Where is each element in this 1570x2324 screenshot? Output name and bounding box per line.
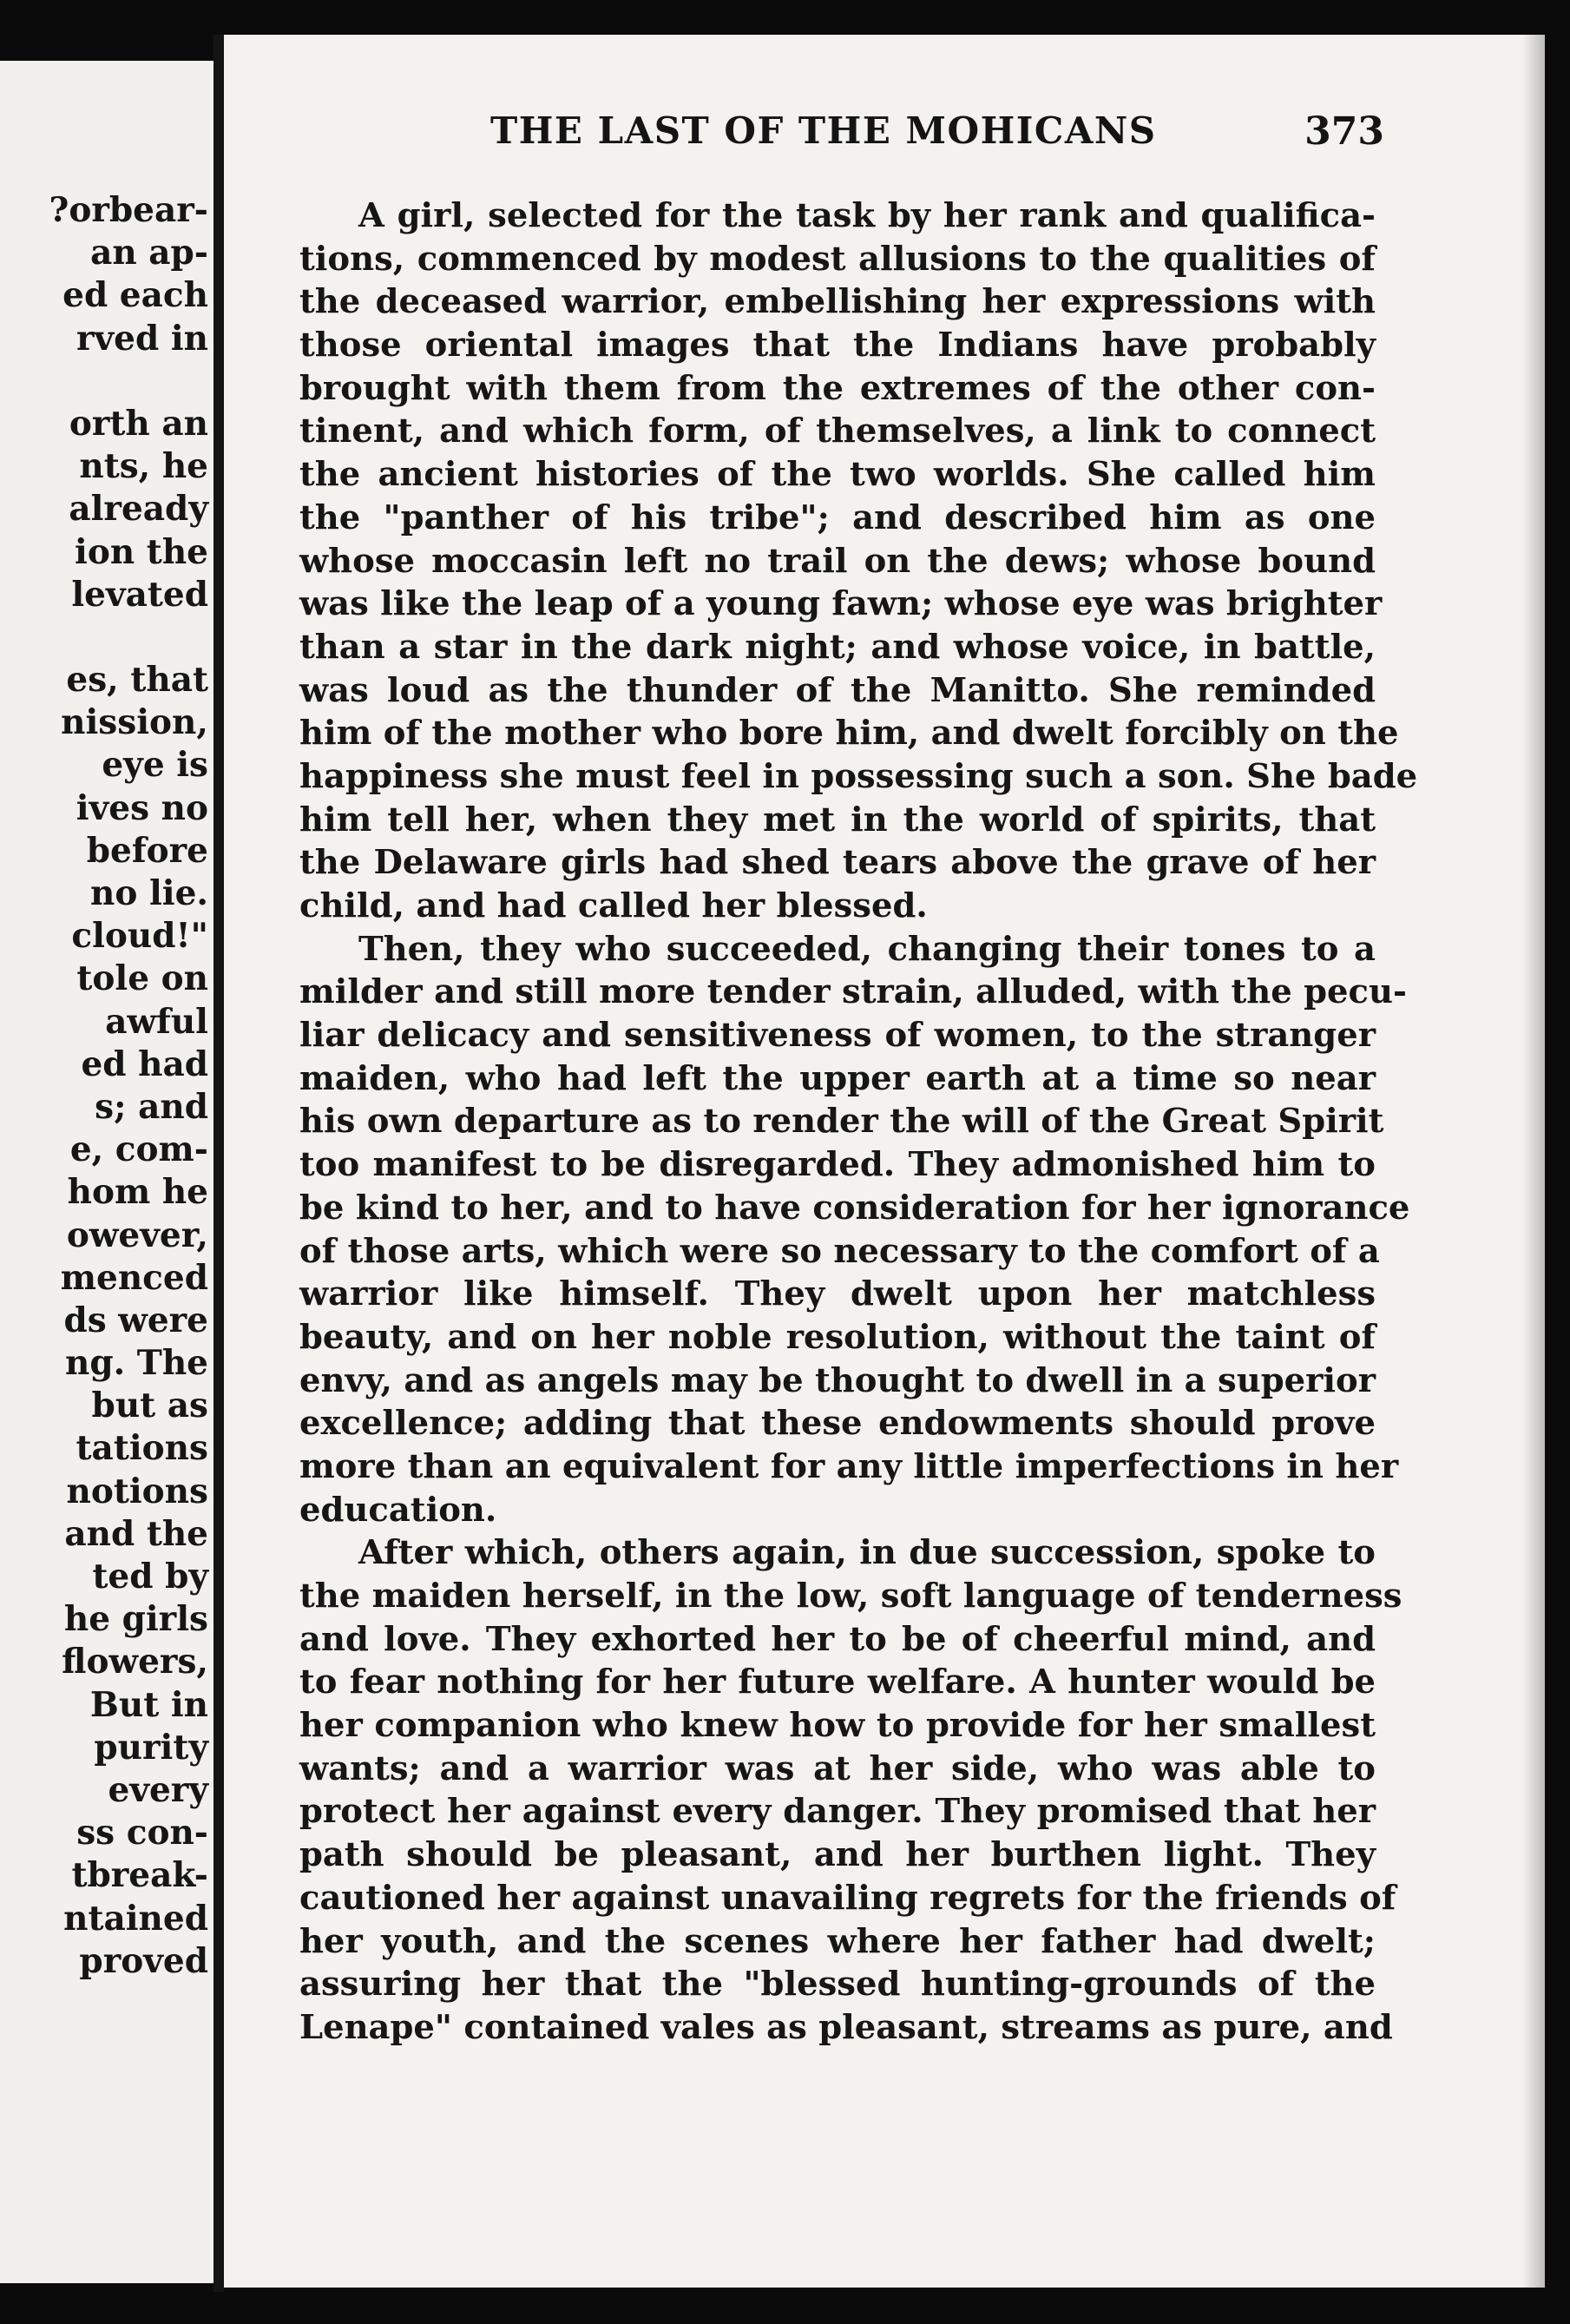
- text-line: be kind to her, and to have consideration for her ignorance: [299, 1188, 1410, 1228]
- left-page-line: every: [108, 1769, 208, 1810]
- page-gutter: [213, 35, 224, 2292]
- paragraph: [299, 194, 1418, 928]
- left-page-line: nts, he: [79, 446, 208, 487]
- left-page-line: flowers,: [62, 1642, 208, 1682]
- text-line: child, and had called her blessed.: [299, 886, 928, 925]
- text-line: his own departure as to render the will of the Great Spirit: [299, 1102, 1384, 1142]
- text-line: the deceased warrior, embellishing her expressions with: [299, 282, 1376, 322]
- page-number: 373: [1304, 109, 1384, 154]
- text-line: him tell her, when they met in the world of spirits, that: [299, 800, 1376, 839]
- text-line: assuring her that the "blessed hunting-grounds of the: [299, 1965, 1376, 2005]
- left-page-line: ng. The: [65, 1343, 208, 1384]
- left-page-line: es, that: [66, 660, 208, 701]
- left-page-line: tations: [76, 1428, 208, 1469]
- text-line: wants; and a warrior was at her side, who was able to: [299, 1748, 1376, 1788]
- text-line: the Delaware girls had shed tears above the grave of her: [299, 843, 1376, 883]
- text-line: excellence; adding that these endowments should prove: [299, 1404, 1376, 1444]
- left-page-line: tbreak-: [71, 1855, 208, 1896]
- left-page-line: [2, 616, 208, 659]
- left-page-line: before: [86, 830, 208, 871]
- paragraph: [299, 928, 1410, 1532]
- running-header: [269, 109, 1384, 158]
- left-page-line: ion the: [75, 531, 208, 572]
- left-page-line: and the: [64, 1513, 208, 1554]
- body-text: [299, 194, 1418, 2050]
- text-line: of those arts, which were so necessary to the comfort of a: [299, 1231, 1380, 1271]
- text-line: maiden, who had left the upper earth at a time so near: [299, 1058, 1376, 1098]
- text-line: those oriental images that the Indians have probably: [299, 326, 1376, 365]
- text-line: cautioned her against unavailing regrets for the friends of: [299, 1878, 1396, 1918]
- left-page-line: an ap-: [90, 233, 208, 273]
- left-page-line: s; and: [95, 1086, 208, 1127]
- text-line: liar delicacy and sensitiveness of women, to the stranger: [299, 1016, 1376, 1056]
- left-page-line: levated: [71, 574, 208, 615]
- text-line: the "panther of his tribe"; and described him as one: [299, 497, 1376, 537]
- left-page-line: ss con-: [76, 1813, 208, 1853]
- left-page-line: nission,: [61, 702, 208, 743]
- left-page-line: ntained: [63, 1898, 208, 1939]
- text-line: her companion who knew how to provide for her smallest: [299, 1706, 1376, 1746]
- text-line: envy, and as angels may be thought to dwell in a superior: [299, 1360, 1376, 1400]
- text-line: A girl, selected for the task by her rank and qualifica-: [358, 196, 1376, 235]
- left-page-line: orth an: [69, 403, 208, 444]
- left-page-line: cloud!": [71, 916, 208, 957]
- left-page-line: rved in: [76, 318, 208, 359]
- text-line: Lenape" contained vales as pleasant, streams as pure, and: [299, 2007, 1393, 2047]
- left-facing-page: [0, 61, 213, 2283]
- text-line: milder and still more tender strain, alluded, with the pecu-: [299, 972, 1407, 1012]
- left-page-line: no lie.: [90, 873, 208, 913]
- text-line: the ancient histories of the two worlds. She called him: [299, 455, 1376, 495]
- left-page-line: ed each: [62, 275, 208, 316]
- text-line: protect her against every danger. They promised that her: [299, 1792, 1376, 1832]
- left-page-line: tole on: [76, 958, 208, 999]
- left-page-line: proved: [79, 1940, 208, 1981]
- text-line: her youth, and the scenes where her father had dwelt;: [299, 1921, 1376, 1961]
- text-line: was like the leap of a young fawn; whose eye was brighter: [299, 584, 1383, 624]
- left-page-line: ted by: [92, 1557, 208, 1597]
- text-line: tinent, and which form, of themselves, a link to connect: [299, 411, 1376, 451]
- text-line: tions, commenced by modest allusions to the qualities of: [299, 239, 1376, 279]
- text-line: too manifest to be disregarded. They admonished him to: [299, 1145, 1376, 1185]
- left-page-line: hom he: [67, 1172, 208, 1213]
- left-page-line: e, com-: [69, 1129, 208, 1170]
- text-line: path should be pleasant, and her burthen light. They: [299, 1835, 1376, 1875]
- text-line: happiness she must feel in possessing such a son. She bade: [299, 756, 1418, 796]
- left-page-line: [2, 360, 208, 403]
- left-page-line: ed had: [81, 1043, 208, 1084]
- left-page-line: owever,: [66, 1215, 208, 1255]
- text-line: him of the mother who bore him, and dwelt forcibly on the: [299, 714, 1399, 754]
- text-line: brought with them from the extremes of the other con-: [299, 368, 1376, 408]
- text-line: was loud as the thunder of the Manitto. She reminded: [299, 670, 1376, 710]
- left-page-line: awful: [105, 1001, 208, 1042]
- left-page-line: notions: [66, 1471, 208, 1511]
- text-line: to fear nothing for her future welfare. A hunter would be: [299, 1662, 1376, 1702]
- book-title: THE LAST OF THE MOHICANS: [490, 109, 1157, 152]
- left-page-line: he girls: [63, 1599, 208, 1640]
- left-page-line: purity: [94, 1727, 208, 1768]
- text-line: the maiden herself, in the low, soft language of tenderness: [299, 1577, 1402, 1616]
- left-page-line: But in: [89, 1684, 208, 1725]
- text-line: Then, they who succeeded, changing their tones to a: [358, 929, 1376, 969]
- left-page-line: but as: [91, 1386, 208, 1426]
- left-page-line: ds were: [63, 1300, 208, 1340]
- left-page-text-fragments: [2, 189, 208, 1983]
- left-page-line: eye is: [102, 745, 208, 786]
- paragraph: [299, 1531, 1402, 2049]
- left-page-line: already: [69, 489, 208, 530]
- text-line: education.: [299, 1490, 497, 1530]
- text-line: more than an equivalent for any little imperfections in her: [299, 1446, 1399, 1486]
- text-line: whose moccasin left no trail on the dews; whose bound: [299, 541, 1376, 581]
- left-page-line: ives no: [76, 787, 208, 828]
- text-line: and love. They exhorted her to be of cheerful mind, and: [299, 1619, 1376, 1659]
- text-line: warrior like himself. They dwelt upon her matchless: [299, 1274, 1376, 1314]
- left-page-line: ?orbear-: [49, 190, 208, 230]
- left-page-line: menced: [60, 1257, 208, 1298]
- text-line: beauty, and on her noble resolution, without the taint of: [299, 1317, 1376, 1357]
- text-line: After which, others again, in due succession, spoke to: [358, 1533, 1376, 1573]
- text-line: than a star in the dark night; and whose voice, in battle,: [299, 627, 1376, 667]
